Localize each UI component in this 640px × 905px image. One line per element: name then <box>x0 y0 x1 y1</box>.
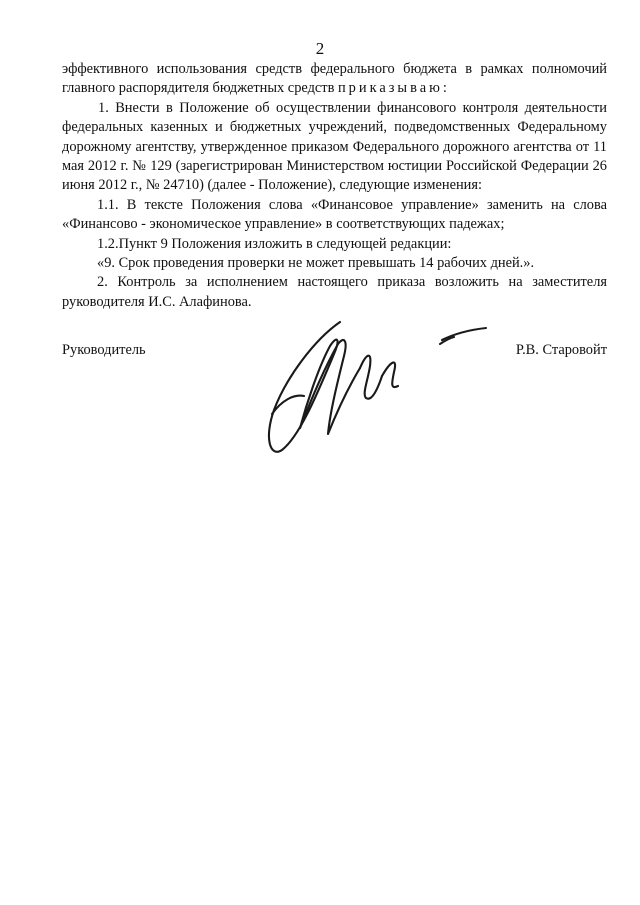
paragraph-intro-colon: : <box>442 80 447 97</box>
decree-word: приказываю <box>337 80 443 97</box>
document-body <box>62 60 607 312</box>
signatory-name: Р.В. Старовойт <box>515 342 607 358</box>
paragraph-intro <box>62 60 607 99</box>
page-number: 2 <box>315 39 325 58</box>
paragraph-item-1: 1. Внести в Положение об осуществлении финансового контроля деятельности федеральных казенных и бюджетных учреждений, подведомственных Федеральному дорожному агентству, утвержденное приказом Федерального дорожного агентства от 11 мая 2012 г. № 129 (зарегистрирован Министерством юстиции Российской Федерации 26 июня 2012 г., № 24710) (далее - Положение), следующие изменения: <box>62 99 607 194</box>
paragraph-item-2: 2. Контроль за исполнением настоящего приказа возложить на заместителя руководителя И.С. Алафинова. <box>62 274 607 310</box>
paragraph-intro-text: эффективного использования средств федерального бюджета в рамках полномочий главного распорядителя бюджетных средств <box>62 61 607 97</box>
signatory-title: Руководитель <box>62 342 146 358</box>
paragraph-item-1-2: 1.2.Пункт 9 Положения изложить в следующей редакции: <box>97 235 452 252</box>
paragraph-quote: «9. Срок проведения проверки не может превышать 14 рабочих дней.». <box>97 255 535 272</box>
handwritten-signature-icon <box>242 310 492 460</box>
paragraph-item-1-1: 1.1. В тексте Положения слова «Финансовое управление» заменить на слова «Финансово - экономическое управление» в соответствующих падежах; <box>62 196 607 233</box>
signature-block <box>62 340 607 490</box>
